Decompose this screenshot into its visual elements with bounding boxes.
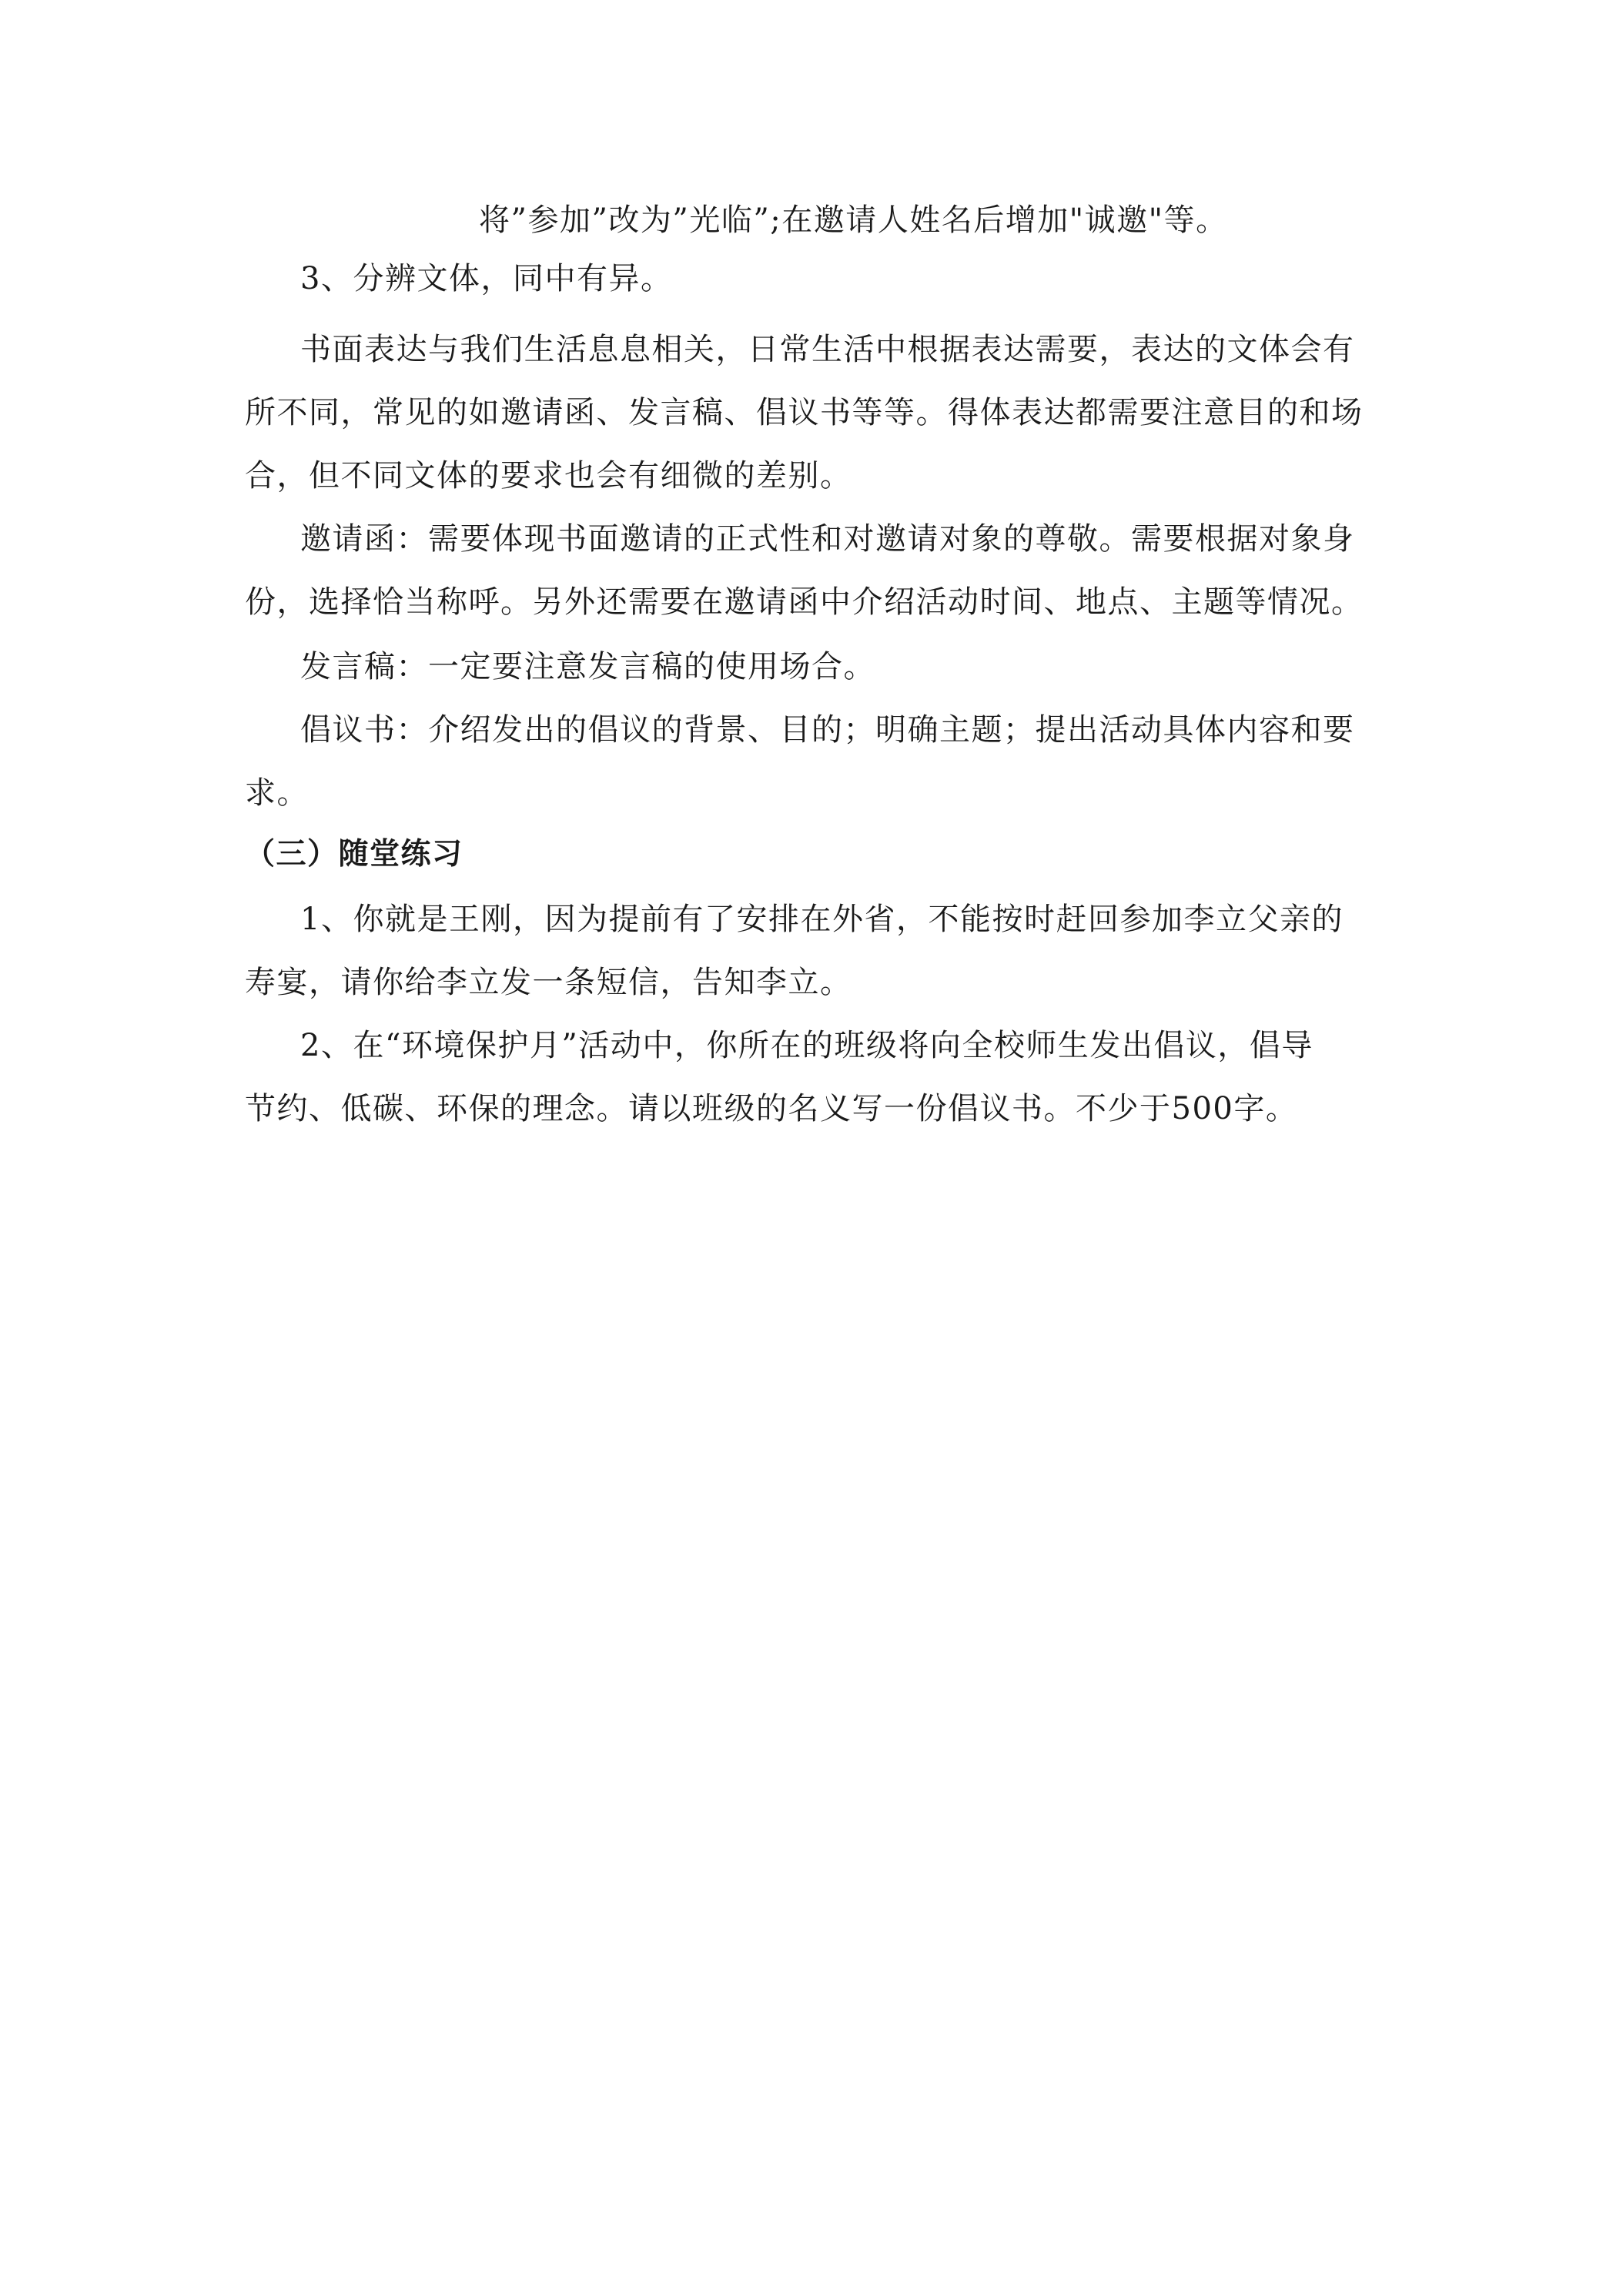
text-line-12: 1、你就是王刚，因为提前有了安排在外省，不能按时赶回参加李立父亲的 xyxy=(300,902,1344,937)
text-line-7: 份，选择恰当称呼。另外还需要在邀请函中介绍活动时间、地点、主题等情况。 xyxy=(245,584,1364,620)
text-line-13: 寿宴，请你给李立发一条短信，告知李立。 xyxy=(245,965,852,1000)
text-line-3: 书面表达与我们生活息息相关，日常生活中根据表达需要，表达的文体会有 xyxy=(300,332,1355,367)
text-line-15: 节约、低碳、环保的理念。请以班级的名义写一份倡议书。不少于500字。 xyxy=(245,1091,1298,1126)
text-line-2: 3、分辨文体，同中有异。 xyxy=(300,261,673,296)
text-line-4: 所不同，常见的如邀请函、发言稿、倡议书等等。得体表达都需要注意目的和场 xyxy=(245,395,1364,430)
text-line-1: 将”参加”改为”光临”;在邀请人姓名后增加"诚邀"等。 xyxy=(479,202,1228,238)
text-line-8: 发言稿：一定要注意发言稿的使用场合。 xyxy=(300,649,875,684)
text-line-6: 邀请函：需要体现书面邀请的正式性和对邀请对象的尊敬。需要根据对象身 xyxy=(300,521,1355,557)
text-line-14: 2、在“环境保护月”活动中，你所在的班级将向全校师生发出倡议，倡导 xyxy=(300,1028,1313,1063)
text-line-9: 倡议书：介绍发出的倡议的背景、目的；明确主题；提出活动具体内容和要 xyxy=(300,712,1355,748)
text-line-5: 合，但不同文体的要求也会有细微的差别。 xyxy=(245,458,852,494)
text-line-10: 求。 xyxy=(245,775,309,811)
section-heading: （三）随堂练习 xyxy=(245,837,463,872)
